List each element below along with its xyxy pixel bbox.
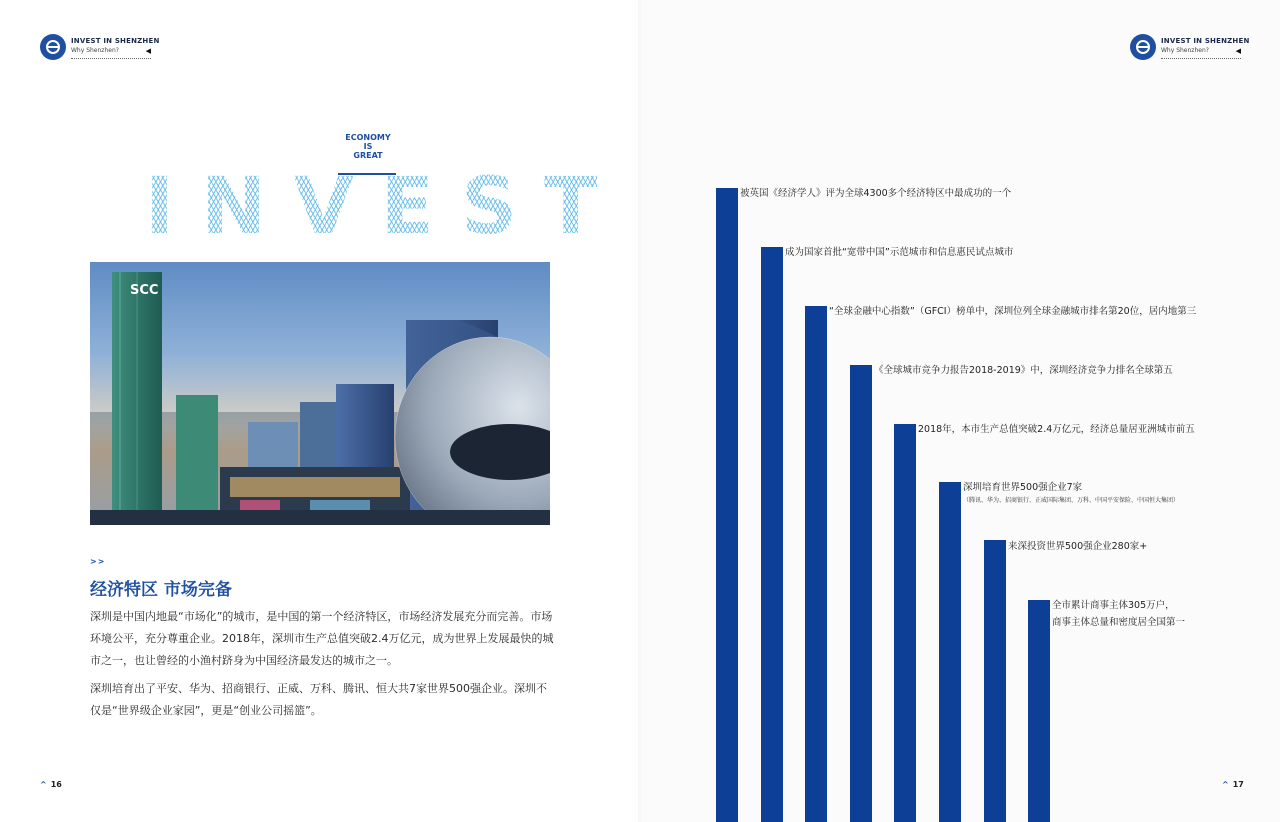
page-number-value: 17: [1232, 780, 1244, 789]
speaker-icon[interactable]: ◀: [1235, 46, 1241, 55]
bar-4: [850, 365, 872, 822]
page-number-value: 16: [50, 780, 62, 789]
bar-2: [761, 247, 783, 822]
header-title: INVEST IN SHENZHEN: [71, 36, 160, 45]
header-subtitle: Why Shenzhen?: [1161, 46, 1209, 54]
bar-label-8: 全市累计商事主体305万户，: [1052, 600, 1175, 611]
bar-label-6-sub: （腾讯、华为、招商银行、正威国际集团、万科、中国平安保险、中国恒大集团）: [963, 497, 1180, 504]
bar-label-3: “全球金融中心指数”（GFCI）榜单中，深圳位列全球金融城市排名第20位，居内地第三: [829, 306, 1197, 317]
header-title: INVEST IN SHENZHEN: [1161, 36, 1250, 45]
tagline-line-2: IS: [363, 142, 373, 151]
caret-up-icon: ^: [40, 780, 47, 789]
tagline-line-3: GREAT: [353, 151, 383, 160]
bar-1: [716, 188, 738, 822]
bar-label-1: 被英国《经济学人》评为全球4300多个经济特区中最成功的一个: [740, 188, 1012, 199]
header-subtitle: Why Shenzhen?: [71, 46, 119, 54]
bar-6: [939, 482, 961, 822]
bar-8: [1028, 600, 1050, 822]
bar-7: [984, 540, 1006, 822]
bar-label-4: 《全球城市竞争力报告2018-2019》中，深圳经济竞争力排名全球第五: [874, 365, 1173, 376]
caret-up-icon: ^: [1222, 780, 1229, 789]
section-arrows: >>: [90, 557, 106, 566]
section-heading: 经济特区 市场完备: [90, 580, 232, 600]
paragraph-2: 深圳培育出了平安、华为、招商银行、正威、万科、腾讯、恒大共7家世界500强企业。深圳不仅是“世界级企业家园”，更是“创业公司摇篮”。: [90, 682, 547, 717]
bar-3: [805, 306, 827, 822]
bar-5: [894, 424, 916, 822]
speaker-icon[interactable]: ◀: [145, 46, 151, 55]
bar-label-6: 深圳培育世界500强企业7家: [963, 482, 1083, 493]
bar-label-8-line-2: 商事主体总量和密度居全国第一: [1052, 617, 1186, 628]
invest-wordmark: INVEST: [145, 162, 625, 252]
bar-label-2: 成为国家首批“宽带中国”示范城市和信息惠民试点城市: [785, 247, 1014, 258]
tower-sign: SCC: [130, 283, 159, 298]
bar-label-5: 2018年，本市生产总值突破2.4万亿元，经济总量居亚洲城市前五: [918, 424, 1195, 435]
bar-label-7: 来深投资世界500强企业280家+: [1008, 541, 1148, 552]
paragraph-1: 深圳是中国内地最“市场化”的城市，是中国的第一个经济特区，市场经济发展充分而完善。市场环境公平，充分尊重企业。2018年，深圳市生产总值突破2.4万亿元，成为世界上发展最快的城市之一，也让曾经的小渔村跻身为中国经济最发达的城市之一。: [90, 610, 554, 667]
tagline-line-1: ECONOMY: [345, 133, 391, 142]
